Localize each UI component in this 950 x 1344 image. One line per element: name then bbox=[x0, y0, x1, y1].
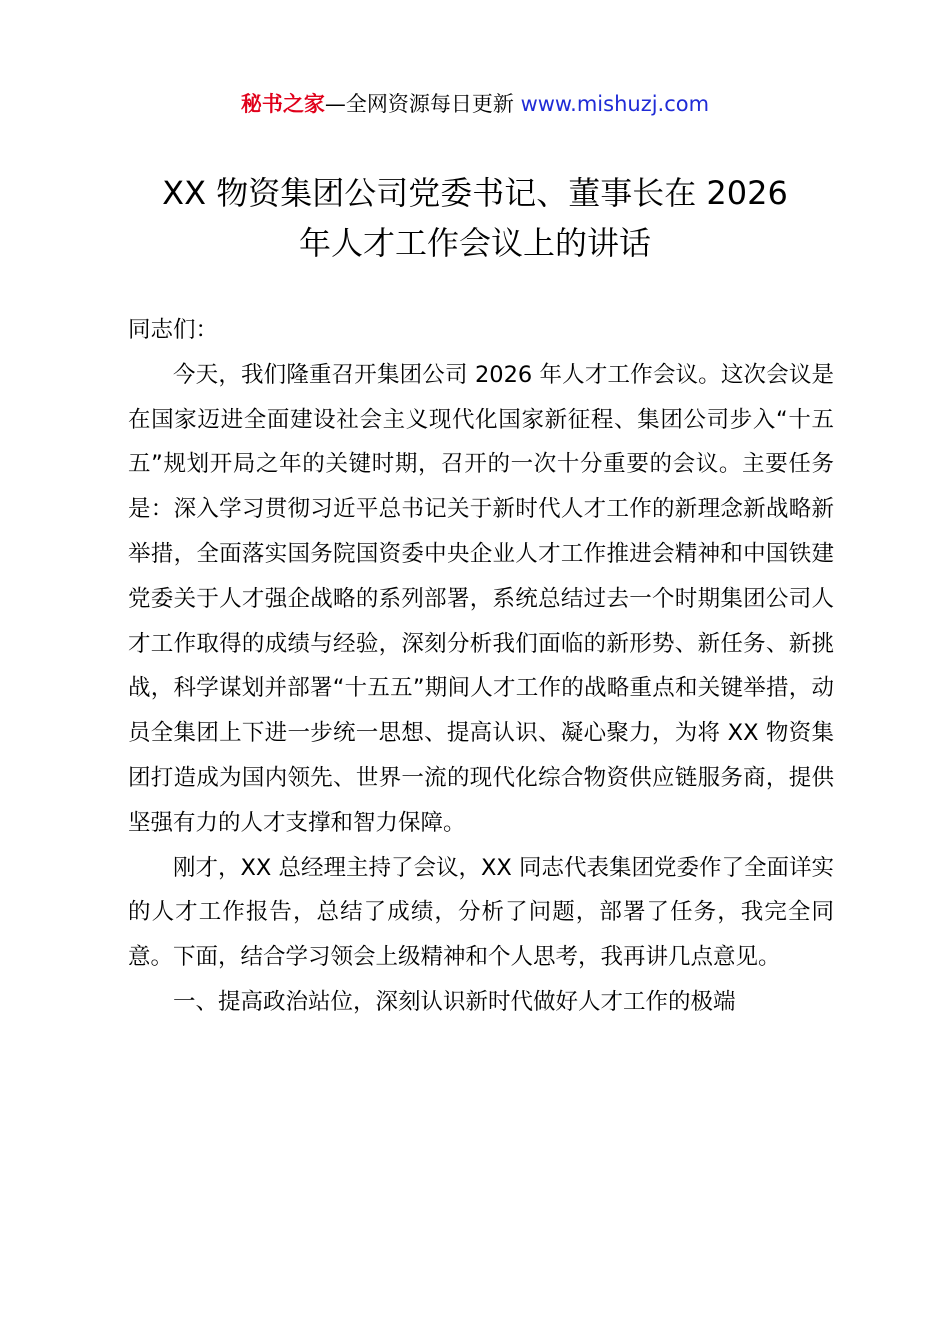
salutation: 同志们： bbox=[128, 317, 219, 343]
title-line-2: 年人才工作会议上的讲话 bbox=[298, 224, 651, 262]
section-heading: 一、提高政治站位，深刻认识新时代做好人才工作的极端 bbox=[173, 988, 736, 1015]
site-header bbox=[0, 88, 950, 120]
site-name: 秘书之家 bbox=[240, 92, 325, 116]
site-url-link[interactable]: www.mishuzj.com bbox=[520, 92, 710, 116]
paragraph-transition: 刚才，XX 总经理主持了会议，XX 同志代表集团党委作了全面详实的人才工作报告，总结了成绩，分析了问题，部署了任务，我完全同意。下面，结合学习领会上级精神和个人思考，我再讲几点意见。 bbox=[128, 854, 834, 971]
title-line-1: XX 物资集团公司党委书记、董事长在 2026 bbox=[162, 174, 788, 212]
paragraph-opening: 今天，我们隆重召开集团公司 2026 年人才工作会议。这次会议是在国家迈进全面建设社会主义现代化国家新征程、集团公司步入“十五五”规划开局之年的关键时期，召开的一次十分重要的会议。主要任务是：深入学习贯彻习近平总书记关于新时代人才工作的新理念新战略新举措，全面落实国务院国资委中央企业人才工作推进会精神和中国铁建党委关于人才强企战略的系列部署，系统总结过去一个时期集团公司人才工作取得的成绩与经验，深刻分析我们面临的新形势、新任务、新挑战，科学谋划并部署“十五五”期间人才工作的战略重点和关键举措，动员全集团上下进一步统一思想、提高认识、凝心聚力，为将 XX 物资集团打造成为国内领先、世界一流的现代化综合物资供应链服务商，提供坚强有力的人才支撑和智力保障。 bbox=[128, 361, 834, 836]
document-title bbox=[110, 168, 840, 268]
site-tagline: —全网资源每日更新 bbox=[324, 92, 521, 116]
document-body bbox=[128, 308, 834, 1025]
